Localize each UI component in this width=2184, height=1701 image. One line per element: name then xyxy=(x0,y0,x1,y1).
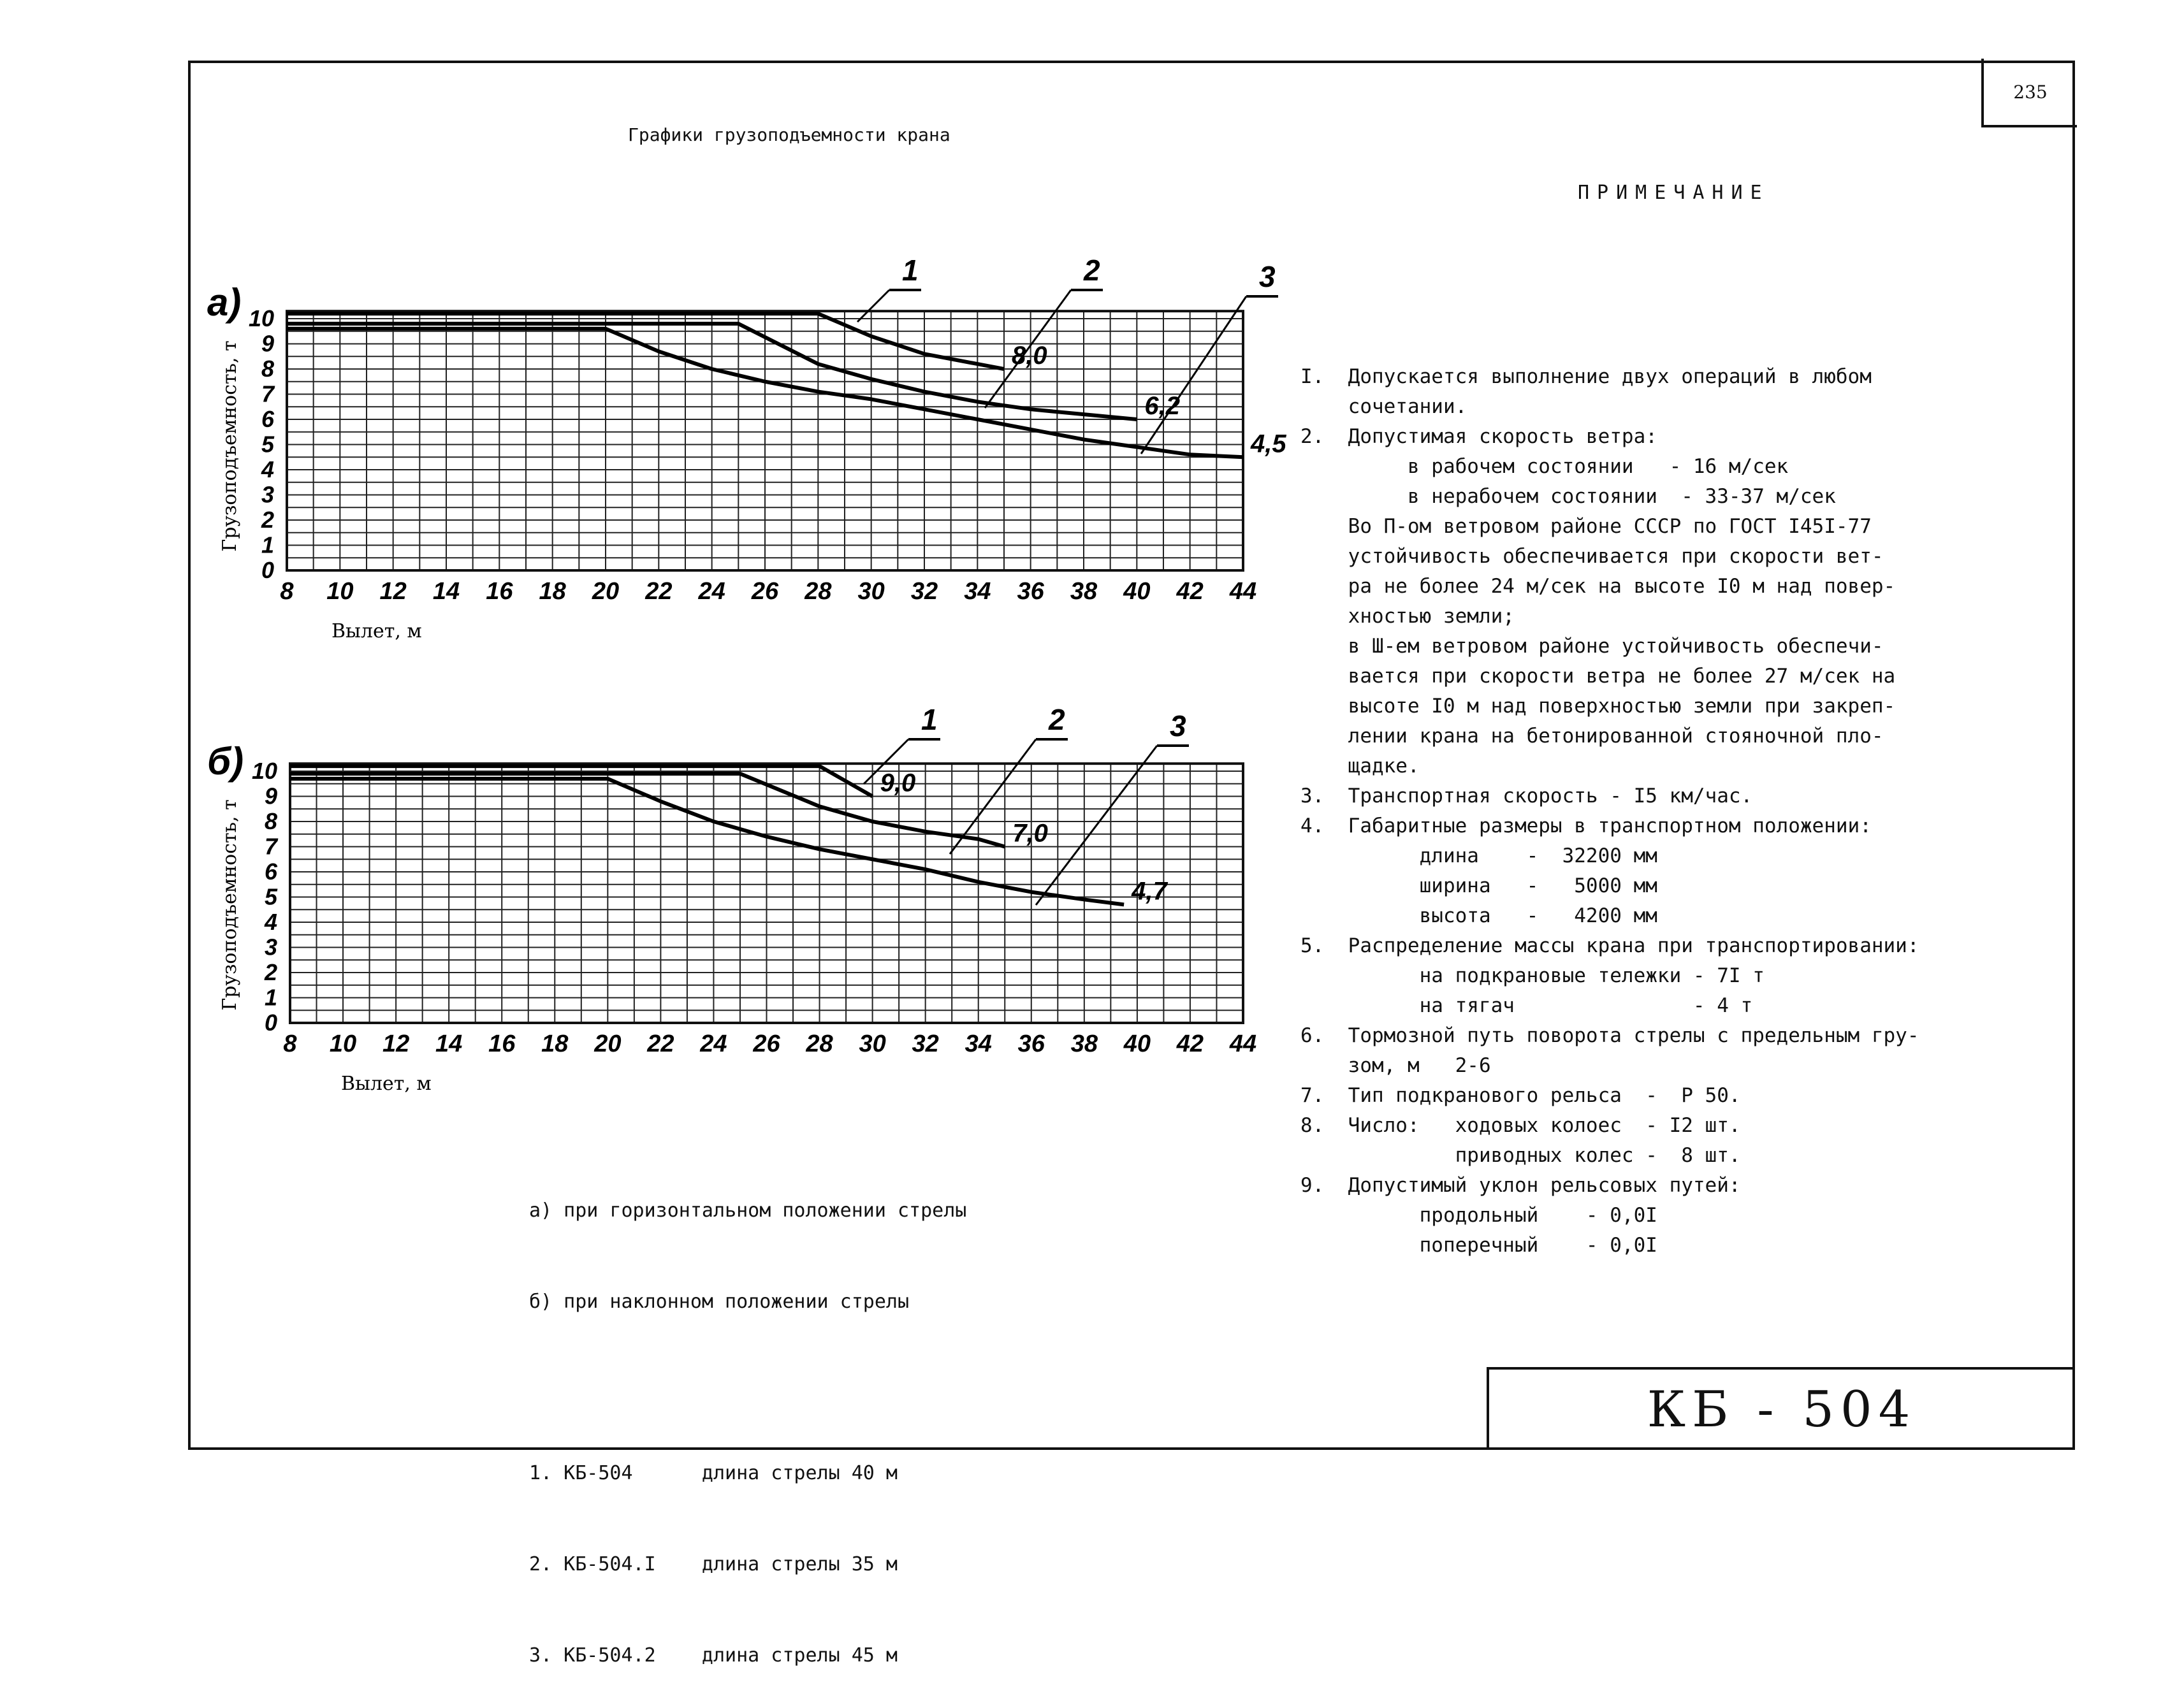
note-line: 7. Тип подкранового рельса - Р 50. xyxy=(1300,1084,1741,1107)
note-line: в Ш-ем ветровом районе устойчивость обеспечи- xyxy=(1300,635,1884,658)
note-line: 3. Транспортная скорость - I5 км/час. xyxy=(1300,785,1753,807)
y-tick-label: 1 xyxy=(264,984,277,1011)
series-number-2: 2 xyxy=(1084,254,1100,287)
note-line: устойчивость обеспечивается при скорости вет- xyxy=(1300,545,1884,568)
x-axis-label: Вылет, м xyxy=(341,1073,432,1095)
x-tick-label: 8 xyxy=(283,1031,297,1057)
note-line: 6. Тормозной путь поворота стрелы с предельным гру- xyxy=(1300,1024,1919,1047)
y-tick-label: 2 xyxy=(264,959,277,985)
x-tick-label: 38 xyxy=(1070,1031,1098,1057)
y-tick-label: 6 xyxy=(261,406,274,432)
series-line-3 xyxy=(290,779,1124,905)
note-line: ширина - 5000 мм xyxy=(1300,874,1657,897)
callout-leader xyxy=(857,290,889,322)
y-tick-label: 6 xyxy=(264,858,277,885)
x-tick-label: 32 xyxy=(910,578,938,605)
note-line: вается при скорости ветра не более 27 м/сек на xyxy=(1300,665,1896,688)
series-end-label-1: 7,0 xyxy=(1012,819,1048,848)
callout-leader xyxy=(1141,296,1246,454)
document-code: КБ - 504 xyxy=(1487,1367,2074,1450)
x-tick-label: 30 xyxy=(857,578,885,605)
x-tick-label: 16 xyxy=(488,1031,516,1057)
x-tick-label: 8 xyxy=(280,578,294,605)
chart-b xyxy=(207,703,1256,1095)
y-tick-label: 8 xyxy=(261,356,274,382)
page-number: 235 xyxy=(1981,59,2077,127)
note-line: длина - 32200 мм xyxy=(1300,844,1657,867)
note-line: 8. Число: ходовых колоес - I2 шт. xyxy=(1300,1114,1741,1137)
x-tick-label: 22 xyxy=(647,1031,674,1057)
legend-model-3: 3. КБ-504.2 длина стрелы 45 м xyxy=(529,1644,898,1667)
x-tick-label: 44 xyxy=(1229,1031,1257,1057)
x-tick-label: 40 xyxy=(1123,578,1151,605)
series-number-3: 3 xyxy=(1259,260,1276,293)
note-line: ра не более 24 м/сек на высоте I0 м над повер- xyxy=(1300,575,1896,598)
x-tick-label: 12 xyxy=(379,578,407,605)
chart-legend xyxy=(529,1134,966,1701)
y-tick-label: 3 xyxy=(264,934,277,960)
x-tick-label: 38 xyxy=(1070,578,1098,605)
x-tick-label: 20 xyxy=(594,1031,622,1057)
x-tick-label: 36 xyxy=(1017,578,1044,605)
y-tick-label: 9 xyxy=(264,783,277,809)
chart-a xyxy=(207,254,1286,642)
x-tick-label: 24 xyxy=(698,578,725,605)
y-tick-label: 1 xyxy=(261,532,274,558)
y-tick-label: 10 xyxy=(251,758,277,784)
note-line: на подкрановые тележки - 7I т xyxy=(1300,964,1765,987)
note-line: лении крана на бетонированной стояночной пло- xyxy=(1300,725,1884,748)
note-line: на тягач - 4 т xyxy=(1300,994,1753,1017)
x-tick-label: 32 xyxy=(912,1031,939,1057)
notes-title: ПРИМЕЧАНИЕ xyxy=(1578,182,1770,204)
note-line: 4. Габаритные размеры в транспортном положении: xyxy=(1300,814,1872,837)
x-tick-label: 14 xyxy=(435,1031,463,1057)
x-tick-label: 34 xyxy=(965,1031,992,1057)
series-end-label-3: 4,7 xyxy=(1132,877,1167,906)
note-line: зом, м 2-6 xyxy=(1300,1054,1491,1077)
series-number-1: 1 xyxy=(902,254,919,287)
y-tick-label: 3 xyxy=(261,481,274,508)
callout-leader xyxy=(985,290,1071,408)
x-tick-label: 24 xyxy=(700,1031,727,1057)
x-tick-label: 10 xyxy=(329,1031,357,1057)
y-axis-label: Грузоподъемность, т xyxy=(219,799,241,1011)
y-axis-label: Грузоподъемность, т xyxy=(219,340,241,552)
series-end-label-2: 8,0 xyxy=(1012,342,1047,370)
note-line: продольный - 0,0I xyxy=(1300,1204,1657,1227)
y-tick-label: 5 xyxy=(264,883,277,910)
y-tick-label: 8 xyxy=(264,808,277,834)
note-line: I. Допускается выполнение двух операций в любом xyxy=(1300,365,1872,388)
x-axis-label: Вылет, м xyxy=(331,620,422,642)
y-tick-label: 0 xyxy=(261,557,274,583)
legend-mode-a: а) при горизонтальном положении стрелы xyxy=(529,1199,967,1222)
note-line: в рабочем состоянии - 16 м/сек xyxy=(1300,455,1789,478)
notes-list xyxy=(1300,178,1919,1291)
x-tick-label: 28 xyxy=(804,578,832,605)
x-tick-label: 14 xyxy=(432,578,460,605)
note-line: сочетании. xyxy=(1300,395,1467,418)
note-line: поперечный - 0,0I xyxy=(1300,1234,1657,1257)
y-tick-label: 2 xyxy=(261,507,274,533)
x-tick-label: 30 xyxy=(859,1031,886,1057)
y-tick-label: 10 xyxy=(248,305,274,331)
x-tick-label: 20 xyxy=(592,578,620,605)
note-line: высоте I0 м над поверхностью земли при закреп- xyxy=(1300,695,1896,718)
series-number-1: 1 xyxy=(921,703,938,736)
x-tick-label: 22 xyxy=(645,578,673,605)
legend-model-1: 1. КБ-504 длина стрелы 40 м xyxy=(529,1462,898,1484)
note-line: хностью земли; xyxy=(1300,605,1515,628)
note-line: в нерабочем состоянии - 33-37 м/сек xyxy=(1300,485,1836,508)
x-tick-label: 36 xyxy=(1017,1031,1045,1057)
series-number-3: 3 xyxy=(1170,709,1186,742)
y-tick-label: 7 xyxy=(264,833,277,860)
series-end-label-3: 4,5 xyxy=(1251,430,1286,458)
x-tick-label: 18 xyxy=(539,578,566,605)
charts-title: Графики грузоподъемности крана xyxy=(628,124,950,145)
x-tick-label: 16 xyxy=(486,578,513,605)
legend-model-2: 2. КБ-504.I длина стрелы 35 м xyxy=(529,1553,898,1575)
x-tick-label: 28 xyxy=(806,1031,833,1057)
note-line: приводных колес - 8 шт. xyxy=(1300,1144,1741,1167)
y-tick-label: 4 xyxy=(261,456,274,482)
series-end-label-1: 6,2 xyxy=(1144,392,1180,420)
panel-label: а) xyxy=(207,281,242,324)
y-tick-label: 4 xyxy=(264,909,277,935)
panel-label: б) xyxy=(207,740,244,783)
y-tick-label: 9 xyxy=(261,330,274,357)
x-tick-label: 18 xyxy=(541,1031,569,1057)
legend-mode-b: б) при наклонном положении стрелы xyxy=(529,1291,910,1313)
note-line: щадке. xyxy=(1300,755,1420,778)
x-tick-label: 12 xyxy=(382,1031,410,1057)
y-tick-label: 5 xyxy=(261,431,274,458)
y-tick-label: 0 xyxy=(264,1010,277,1036)
note-line: 5. Распределение массы крана при транспортировании: xyxy=(1300,934,1919,957)
y-tick-label: 7 xyxy=(261,380,274,407)
series-number-2: 2 xyxy=(1049,703,1065,736)
x-tick-label: 40 xyxy=(1123,1031,1151,1057)
x-tick-label: 44 xyxy=(1229,578,1257,605)
x-tick-label: 10 xyxy=(326,578,354,605)
x-tick-label: 34 xyxy=(964,578,991,605)
x-tick-label: 42 xyxy=(1176,1031,1204,1057)
x-tick-label: 26 xyxy=(751,578,779,605)
note-line: высота - 4200 мм xyxy=(1300,904,1657,927)
series-end-label-2: 9,0 xyxy=(880,769,916,797)
x-tick-label: 42 xyxy=(1176,578,1204,605)
note-line: 9. Допустимый уклон рельсовых путей: xyxy=(1300,1174,1741,1197)
note-line: Во П-ом ветровом районе СССР по ГОСТ I45I-77 xyxy=(1300,515,1872,538)
x-tick-label: 26 xyxy=(753,1031,780,1057)
note-line: 2. Допустимая скорость ветра: xyxy=(1300,425,1657,448)
